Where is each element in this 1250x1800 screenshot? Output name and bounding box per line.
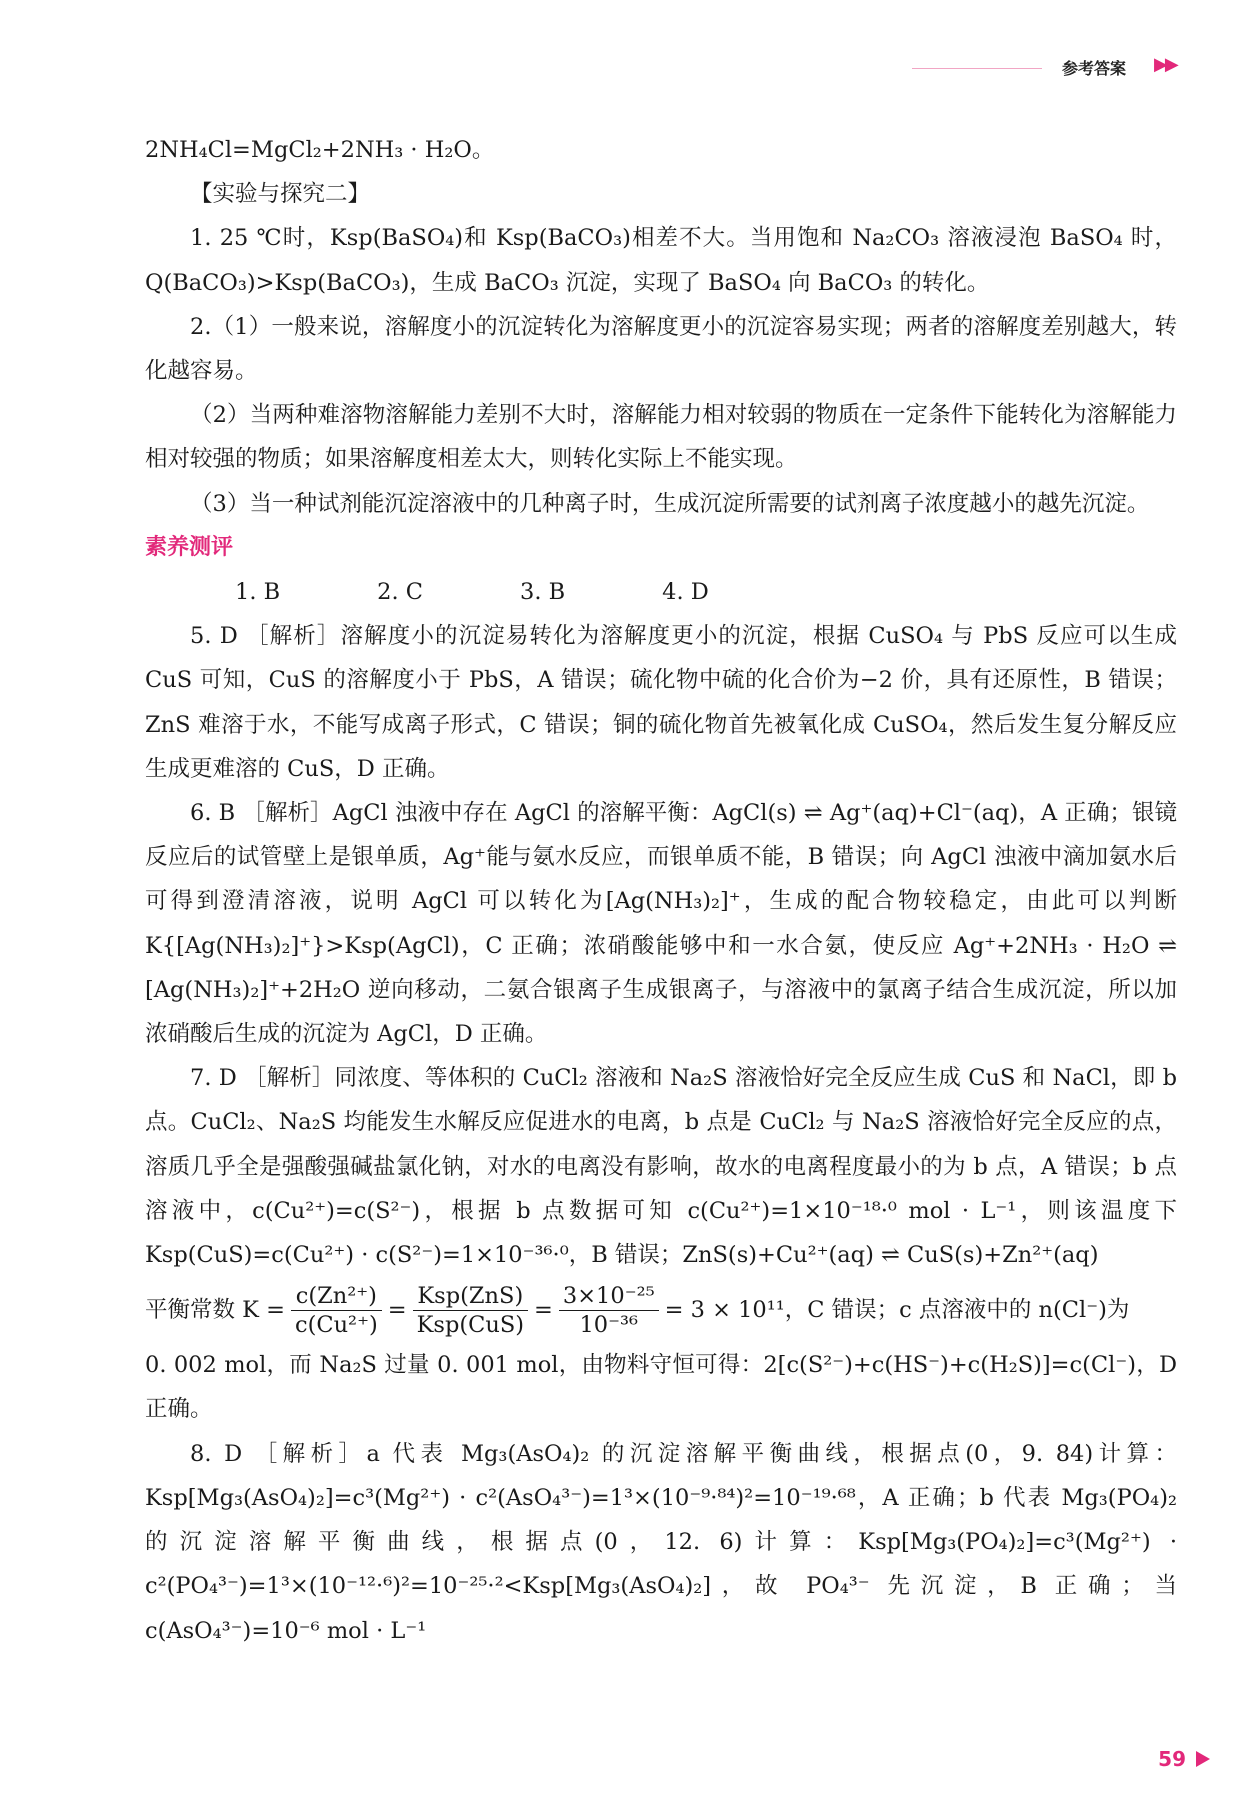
header-title: 参考答案 [1062,59,1127,78]
answer-7-continued: 0. 002 mol，而 Na₂S 过量 0. 001 mol，由物料守恒可得：2[c(S²⁻)+c(HS⁻)+c(H₂S)]=c(Cl⁻)，D 正确。 [145,1352,1177,1423]
choice-answer: 3. B [520,579,566,606]
choice-answers [145,570,1177,614]
fraction-denominator: Ksp(CuS) [416,1311,525,1338]
answer-8: 8. D ［解析］a 代表 Mg₃(AsO₄)₂ 的沉淀溶解平衡曲线，根据点(0，9. 84)计算：Ksp[Mg₃(AsO₄)₂]=c³(Mg²⁺) · c²(AsO₄³⁻)=1³×(10⁻⁹·⁸⁴)²=10⁻¹⁹·⁶⁸，A 正确；b 代表 Mg₃(PO₄)₂ 的沉淀溶解平衡曲线，根据点(0，12. 6)计算：Ksp[Mg₃(PO₄)₂]=c³(Mg²⁺) · c²(PO₄³⁻)=1³×(10⁻¹²·⁶)²=10⁻²⁵·²<Ksp[Mg₃(AsO₄)₂]，故 PO₄³⁻ 先沉淀，B 正确；当 c(AsO₄³⁻)=10⁻⁶ mol · L⁻¹ [145,1440,1177,1644]
answer-7: 7. D ［解析］同浓度、等体积的 CuCl₂ 溶液和 Na₂S 溶液恰好完全反应生成 CuS 和 NaCl，即 b 点。CuCl₂、Na₂S 均能发生水解反应促进水的电离，b 点是 CuCl₂ 与 Na₂S 溶液恰好完全反应的点，溶质几乎全是强酸强碱盐氯化钠，对水的电离没有影响，故水的电离程度最小的为 b 点，A 错误；b 点溶液中，c(Cu²⁺)=c(S²⁻)，根据 b 点数据可知 c(Cu²⁺)=1×10⁻¹⁸·⁰ mol · L⁻¹，则该温度下 Ksp(CuS)=c(Cu²⁺) · c(S²⁻)=1×10⁻³⁶·⁰，B 错误；ZnS(s)+Cu²⁺(aq) ⇌ CuS(s)+Zn²⁺(aq) [145,1065,1177,1269]
fraction-ksp [413,1282,528,1339]
fraction-denominator: c(Cu²⁺) [294,1311,378,1338]
fraction-numerator: 3×10⁻²⁵ [559,1282,659,1311]
eq-suffix: = 3 × 10¹¹，C 错误；c 点溶液中的 n(Cl⁻)为 [664,1297,1130,1324]
fraction-values [559,1282,659,1339]
header-rule [912,68,1042,69]
choice-answer: 4. D [662,579,709,606]
equals-sign: = [387,1297,407,1324]
page-number: 59 [1158,1747,1186,1771]
line-equation: 2NH₄Cl=MgCl₂+2NH₃ · H₂O。 [145,137,495,163]
answer-2-3: （3）当一种试剂能沉淀溶液中的几种离子时，生成沉淀所需要的试剂离子浓度越小的越先沉淀。 [190,490,1150,517]
equilibrium-constant-equation [145,1277,1177,1343]
eq-prefix: 平衡常数 K = [145,1297,285,1324]
page-footer [1158,1744,1210,1774]
page-header [912,52,1212,92]
choice-answer: 1. B [235,579,281,606]
answer-content [145,128,1177,1653]
answer-5: 5. D ［解析］溶解度小的沉淀易转化为溶解度更小的沉淀，根据 CuSO₄ 与 PbS 反应可以生成 CuS 可知，CuS 的溶解度小于 PbS，A 错误；硫化物中硫的化合价为−2 价，具有还原性，B 错误；ZnS 难溶于水，不能写成离子形式，C 错误；铜的硫化物首先被氧化成 CuSO₄，然后发生复分解反应生成更难溶的 CuS，D 正确。 [145,623,1177,782]
next-arrow-icon [1196,1751,1210,1767]
equals-sign: = [534,1297,553,1324]
header-arrows-icon: ▶▶ [1154,54,1176,75]
fraction-numerator: c(Zn²⁺) [291,1282,382,1311]
subsection-title: 【实验与探究二】 [190,181,371,208]
answer-1: 1. 25 ℃时，Ksp(BaSO₄)和 Ksp(BaCO₃)相差不大。当用饱和 Na₂CO₃ 溶液浸泡 BaSO₄ 时，Q(BaCO₃)>Ksp(BaCO₃)，生成 BaCO₃ 沉淀，实现了 BaSO₄ 向 BaCO₃ 的转化。 [145,225,1177,296]
section-title: 素养测评 [145,534,234,560]
answer-2-1: 2.（1）一般来说，溶解度小的沉淀转化为溶解度更小的沉淀容易实现；两者的溶解度差别越大，转化越容易。 [145,313,1177,385]
fraction-zn-cu [291,1282,382,1339]
choice-answer: 2. C [377,579,423,606]
fraction-denominator: 10⁻³⁶ [579,1311,639,1338]
fraction-numerator: Ksp(ZnS) [413,1282,528,1311]
answer-2-2: （2）当两种难溶物溶解能力差别不大时，溶解能力相对较弱的物质在一定条件下能转化为溶解能力相对较强的物质；如果溶解度相差太大，则转化实际上不能实现。 [145,402,1177,473]
answer-6: 6. B ［解析］AgCl 浊液中存在 AgCl 的溶解平衡：AgCl(s) ⇌ Ag⁺(aq)+Cl⁻(aq)，A 正确；银镜反应后的试管壁上是银单质，Ag⁺能与氨水反应，而银单质不能，B 错误；向 AgCl 浊液中滴加氨水后可得到澄清溶液，说明 AgCl 可以转化为[Ag(NH₃)₂]⁺，生成的配合物较稳定，由此可以判断K{[Ag(NH₃)₂]⁺}>Ksp(AgCl)，C 正确；浓硝酸能够中和一水合氨，使反应 Ag⁺+2NH₃ · H₂O ⇌ [Ag(NH₃)₂]⁺+2H₂O 逆向移动，二氨合银离子生成银离子，与溶液中的氯离子结合生成沉淀，所以加浓硝酸后生成的沉淀为 AgCl，D 正确。 [145,800,1177,1048]
